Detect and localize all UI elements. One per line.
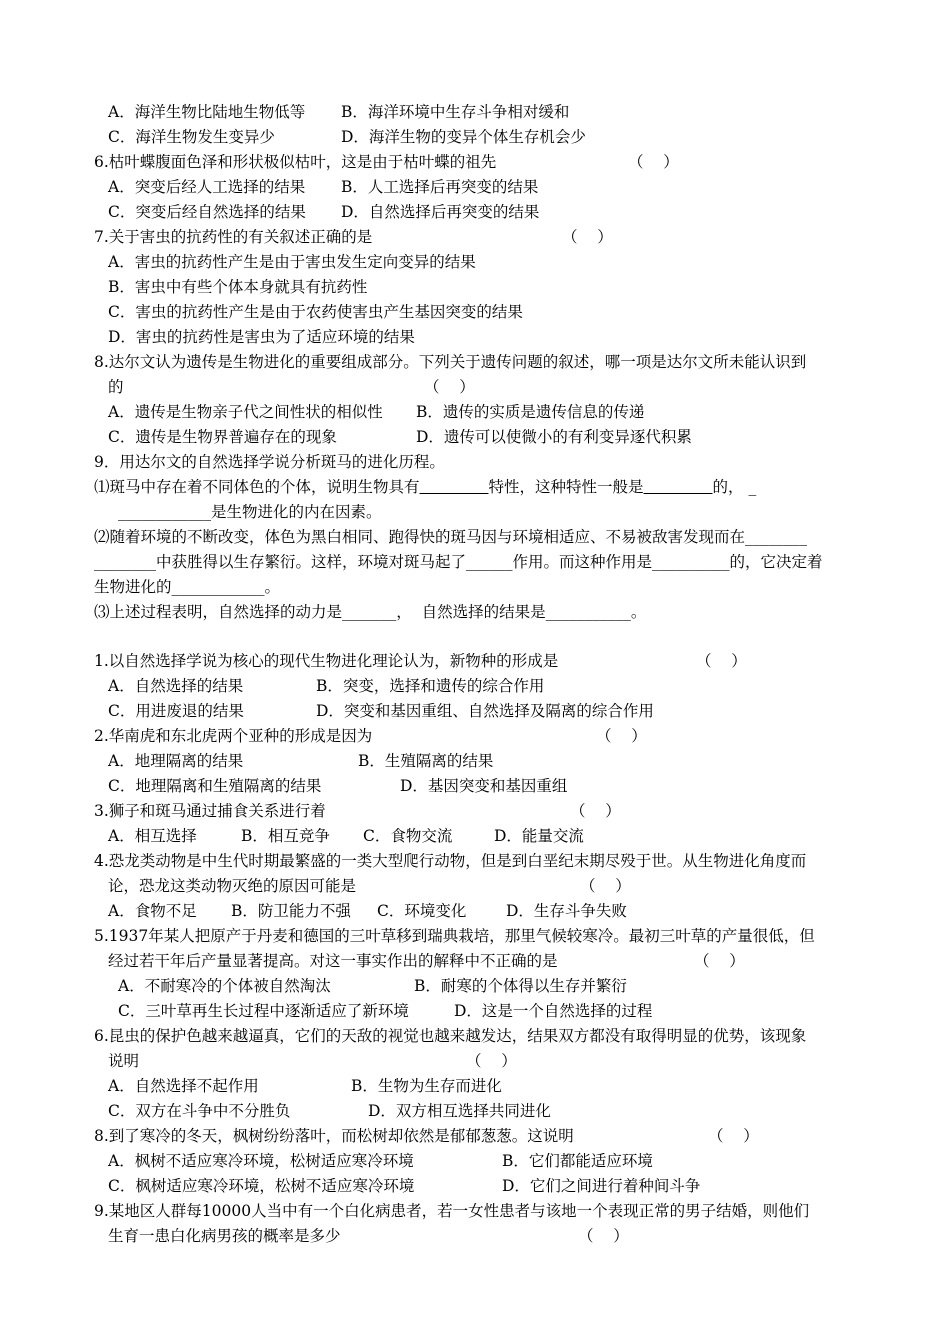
question-stem: 7.关于害虫的抗药性的有关叙述正确的是 [94,228,373,246]
option-b: B．耐寒的个体得以生存并繁衍 [414,977,627,995]
option-a: A．相互选择 [108,827,197,845]
option-a: A．海洋生物比陆地生物低等 [108,103,306,121]
fill-blank: ____________ [118,503,211,521]
fill-text: 生物进化的 [94,578,172,596]
option-d: D．它们之间进行着种间斗争 [502,1177,701,1195]
option-c: C．环境变化 [377,902,467,920]
option-c: C．三叶草再生长过程中逐渐适应了新环境 [118,1002,409,1020]
option-b: B．海洋环境中生存斗争相对缓和 [341,103,570,121]
question-stem: 8.到了寒冷的冬天，枫树纷纷落叶，而松树却依然是郁郁葱葱。这说明 [94,1127,574,1145]
answer-blank: （ ） [696,652,747,670]
question-stem: 8.达尔文认为遗传是生物进化的重要组成部分。下列关于遗传问题的叙述，哪一项是达尔文所未能认识到 [94,353,807,371]
option-d: D．基因突变和基因重组 [400,777,568,795]
option-b: B．害虫中有些个体本身就具有抗药性 [108,278,368,296]
fill-text: 作用。而这种作用是 [512,553,653,571]
question-stem: 6.枯叶蝶腹面色泽和形状极似枯叶，这是由于枯叶蝶的祖先 [94,153,497,171]
option-b: B．它们都能适应环境 [502,1152,653,1170]
fill-line-2 [94,527,807,547]
option-a: A．突变后经人工选择的结果 [108,178,306,196]
option-c: C．用进废退的结果 [108,702,244,720]
answer-blank: （ ） [628,153,679,171]
fill-line-2c [94,577,280,597]
fill-text: ， 自然选择的结果是 [396,603,546,621]
fill-blank: ________ [745,528,808,546]
option-b: B．生物为生存而进化 [351,1077,502,1095]
answer-blank: （ ） [570,802,621,820]
option-c: C．双方在斗争中不分胜负 [108,1102,291,1120]
answer-blank: （ ） [578,1227,629,1245]
fill-blank: __________ [652,553,730,571]
question-stem: 9.某地区人群每10000人当中有一个白化病患者，若一女性患者与该地一个表现正常的男子结婚，则他们 [94,1202,810,1220]
option-a: A．不耐寒冷的个体被自然淘汰 [118,977,331,995]
fill-text: 特性，这种特性一般是 [488,478,644,496]
fill-line-1 [94,477,756,497]
option-b: B．相互竞争 [241,827,330,845]
option-c: C．枫树适应寒冷环境，松树不适应寒冷环境 [108,1177,415,1195]
question-stem: 5.1937年某人把原产于丹麦和德国的三叶草移到瑞典栽培，那里气候较寒冷。最初三叶草的产量很低，但 [94,927,815,945]
option-c: C．突变后经自然选择的结果 [108,203,306,221]
fill-blank: ________ [94,553,156,571]
fill-blank [644,478,713,496]
question-stem: 9．用达尔文的自然选择学说分析斑马的进化历程。 [94,453,445,471]
fill-text: ⑵随着环境的不断改变，体色为黑白相同、跑得快的斑马因与环境相适应、不易被敌害发现而在 [94,528,746,546]
answer-blank: （ ） [596,727,647,745]
fill-text: 。 [264,578,281,596]
fill-blank: _ [743,478,757,496]
option-d: D．双方相互选择共同进化 [368,1102,551,1120]
fill-text: ⑴斑马中存在着不同体色的个体，说明生物具有 [94,478,420,496]
option-d: D．能量交流 [494,827,584,845]
option-b: B．防卫能力不强 [231,902,351,920]
answer-blank: （ ） [424,378,475,396]
option-a: A．遗传是生物亲子代之间性状的相似性 [108,403,383,421]
option-a: A．地理隔离的结果 [108,752,244,770]
fill-text: 中获胜得以生存繁衍。这样，环境对斑马起了 [156,553,467,571]
question-stem-cont: 经过若干年后产量显著提高。对这一事实作出的解释中不正确的是 [108,952,558,970]
option-d: D．海洋生物的变异个体生存机会少 [341,128,586,146]
question-stem: 1.以自然选择学说为核心的现代生物进化理论认为，新物种的形成是 [94,652,559,670]
option-d: D．害虫的抗药性是害虫为了适应环境的结果 [108,328,415,346]
option-c: C．食物交流 [363,827,453,845]
option-a: A．食物不足 [108,902,197,920]
option-d: D．遗传可以使微小的有利变异逐代积累 [416,428,692,446]
question-stem-cont: 说明 [108,1052,140,1070]
option-d: D．突变和基因重组、自然选择及隔离的综合作用 [316,702,654,720]
fill-blank: _______ [342,603,397,621]
fill-text: 是生物进化的内在因素。 [211,503,382,521]
question-stem: 2.华南虎和东北虎两个亚种的形成是因为 [94,727,373,745]
answer-blank: （ ） [580,877,631,895]
fill-blank: ____________ [171,578,265,596]
fill-blank [420,478,489,496]
fill-text: 。 [630,603,647,621]
option-c: C．害虫的抗药性产生是由于农药使害虫产生基因突变的结果 [108,303,523,321]
option-d: D．自然选择后再突变的结果 [341,203,540,221]
option-a: A．自然选择不起作用 [108,1077,259,1095]
question-stem: 3.狮子和斑马通过捕食关系进行着 [94,802,326,820]
fill-line-3 [94,602,646,622]
option-b: B．遗传的实质是遗传信息的传递 [416,403,645,421]
question-stem-cont: 的 [108,378,124,396]
question-stem-cont: 论，恐龙这类动物灭绝的原因可能是 [108,877,357,895]
fill-blank: ______ [466,553,513,571]
answer-blank: （ ） [466,1052,517,1070]
answer-blank: （ ） [708,1127,759,1145]
question-stem-cont: 生育一患白化病男孩的概率是多少 [108,1227,341,1245]
option-a: A．枫树不适应寒冷环境，松树适应寒冷环境 [108,1152,414,1170]
question-stem: 4.恐龙类动物是中生代时期最繁盛的一类大型爬行动物，但是到白垩纪末期尽殁于世。从生物进化角度而 [94,852,807,870]
option-d: D．这是一个自然选择的过程 [454,1002,653,1020]
option-d: D．生存斗争失败 [506,902,627,920]
option-b: B．突变，选择和遗传的综合作用 [316,677,545,695]
option-c: C．地理隔离和生殖隔离的结果 [108,777,322,795]
fill-text: ⑶上述过程表明，自然选择的动力是 [94,603,343,621]
fill-text: 的， [712,478,744,496]
option-a: A．害虫的抗药性产生是由于害虫发生定向变异的结果 [108,253,476,271]
option-c: C．遗传是生物界普遍存在的现象 [108,428,337,446]
option-a: A．自然选择的结果 [108,677,244,695]
fill-blank: ___________ [545,603,631,621]
fill-line-1b [118,502,382,522]
fill-text: 的，它决定着 [729,553,823,571]
option-b: B．人工选择后再突变的结果 [341,178,539,196]
question-stem: 6.昆虫的保护色越来越逼真，它们的天敌的视觉也越来越发达，结果双方都没有取得明显的优势，该现象 [94,1027,807,1045]
option-b: B．生殖隔离的结果 [358,752,494,770]
answer-blank: （ ） [562,228,613,246]
option-c: C．海洋生物发生变异少 [108,128,275,146]
fill-line-2b [94,552,823,572]
answer-blank: （ ） [694,952,745,970]
